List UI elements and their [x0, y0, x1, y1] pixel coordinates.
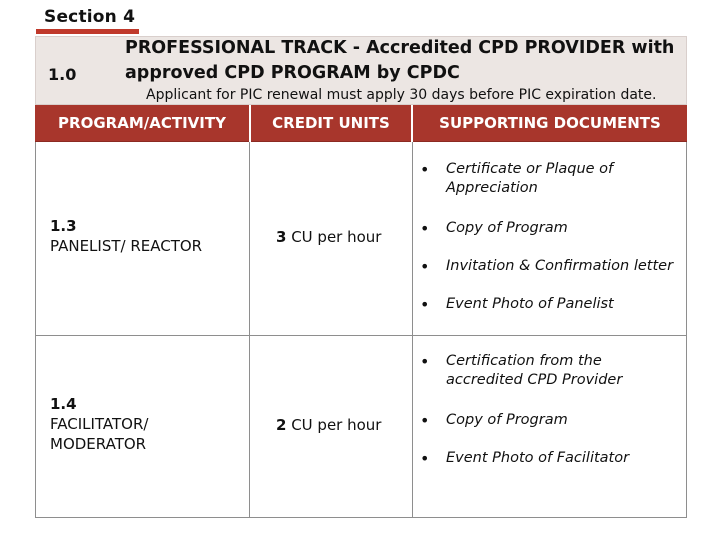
- bullet-icon: •: [420, 352, 430, 371]
- table-header-row: [35, 105, 687, 142]
- credit-text: CU per hour: [286, 416, 382, 434]
- program-label: [50, 394, 148, 454]
- document-text: Copy of Program: [446, 220, 568, 236]
- column-header-credit: CREDIT UNITS: [272, 114, 390, 132]
- row-divider: [36, 335, 686, 336]
- program-number: 1.3: [50, 217, 77, 235]
- header-title-line2: approved CPD PROGRAM by CPDC: [125, 63, 460, 83]
- bullet-icon: •: [420, 160, 430, 179]
- credit-units: [276, 228, 381, 246]
- column-header-program: PROGRAM/ACTIVITY: [58, 114, 226, 132]
- credit-units: [276, 416, 381, 434]
- section-label: Section 4: [44, 7, 136, 27]
- credit-value: 3: [276, 228, 287, 246]
- document-line: Certification from the: [446, 353, 602, 369]
- program-number: 1.4: [50, 395, 77, 413]
- header-box: [35, 36, 687, 105]
- document-line: accredited CPD Provider: [446, 372, 623, 388]
- bullet-icon: •: [420, 219, 430, 238]
- document-line: Certificate or Plaque of: [446, 161, 614, 177]
- document-text: Copy of Program: [446, 412, 568, 428]
- column-divider: [249, 142, 250, 517]
- program-name: PANELIST/ REACTOR: [50, 237, 203, 255]
- program-label: [50, 216, 202, 256]
- header-note: Applicant for PIC renewal must apply 30 days before PIC expiration date.: [146, 87, 657, 103]
- column-divider: [412, 142, 413, 517]
- program-name: MODERATOR: [50, 435, 147, 453]
- header-number: 1.0: [48, 65, 77, 84]
- credit-value: 2: [276, 416, 287, 434]
- document-text: Invitation & Confirmation letter: [446, 258, 674, 274]
- section-underline: [36, 29, 139, 34]
- document-text: Event Photo of Panelist: [446, 296, 614, 312]
- credit-text: CU per hour: [286, 228, 382, 246]
- document-text: [446, 352, 622, 390]
- bullet-icon: •: [420, 295, 430, 314]
- column-header-docs: SUPPORTING DOCUMENTS: [439, 114, 661, 132]
- bullet-icon: •: [420, 411, 430, 430]
- header-title-line1: PROFESSIONAL TRACK - Accredited CPD PROVIDER with: [125, 38, 675, 58]
- document-text: Event Photo of Facilitator: [446, 450, 630, 466]
- bullet-icon: •: [420, 449, 430, 468]
- program-name: FACILITATOR/: [50, 415, 149, 433]
- document-text: [446, 160, 613, 198]
- table-body: [35, 142, 687, 518]
- document-line: Appreciation: [446, 180, 538, 196]
- bullet-icon: •: [420, 257, 430, 276]
